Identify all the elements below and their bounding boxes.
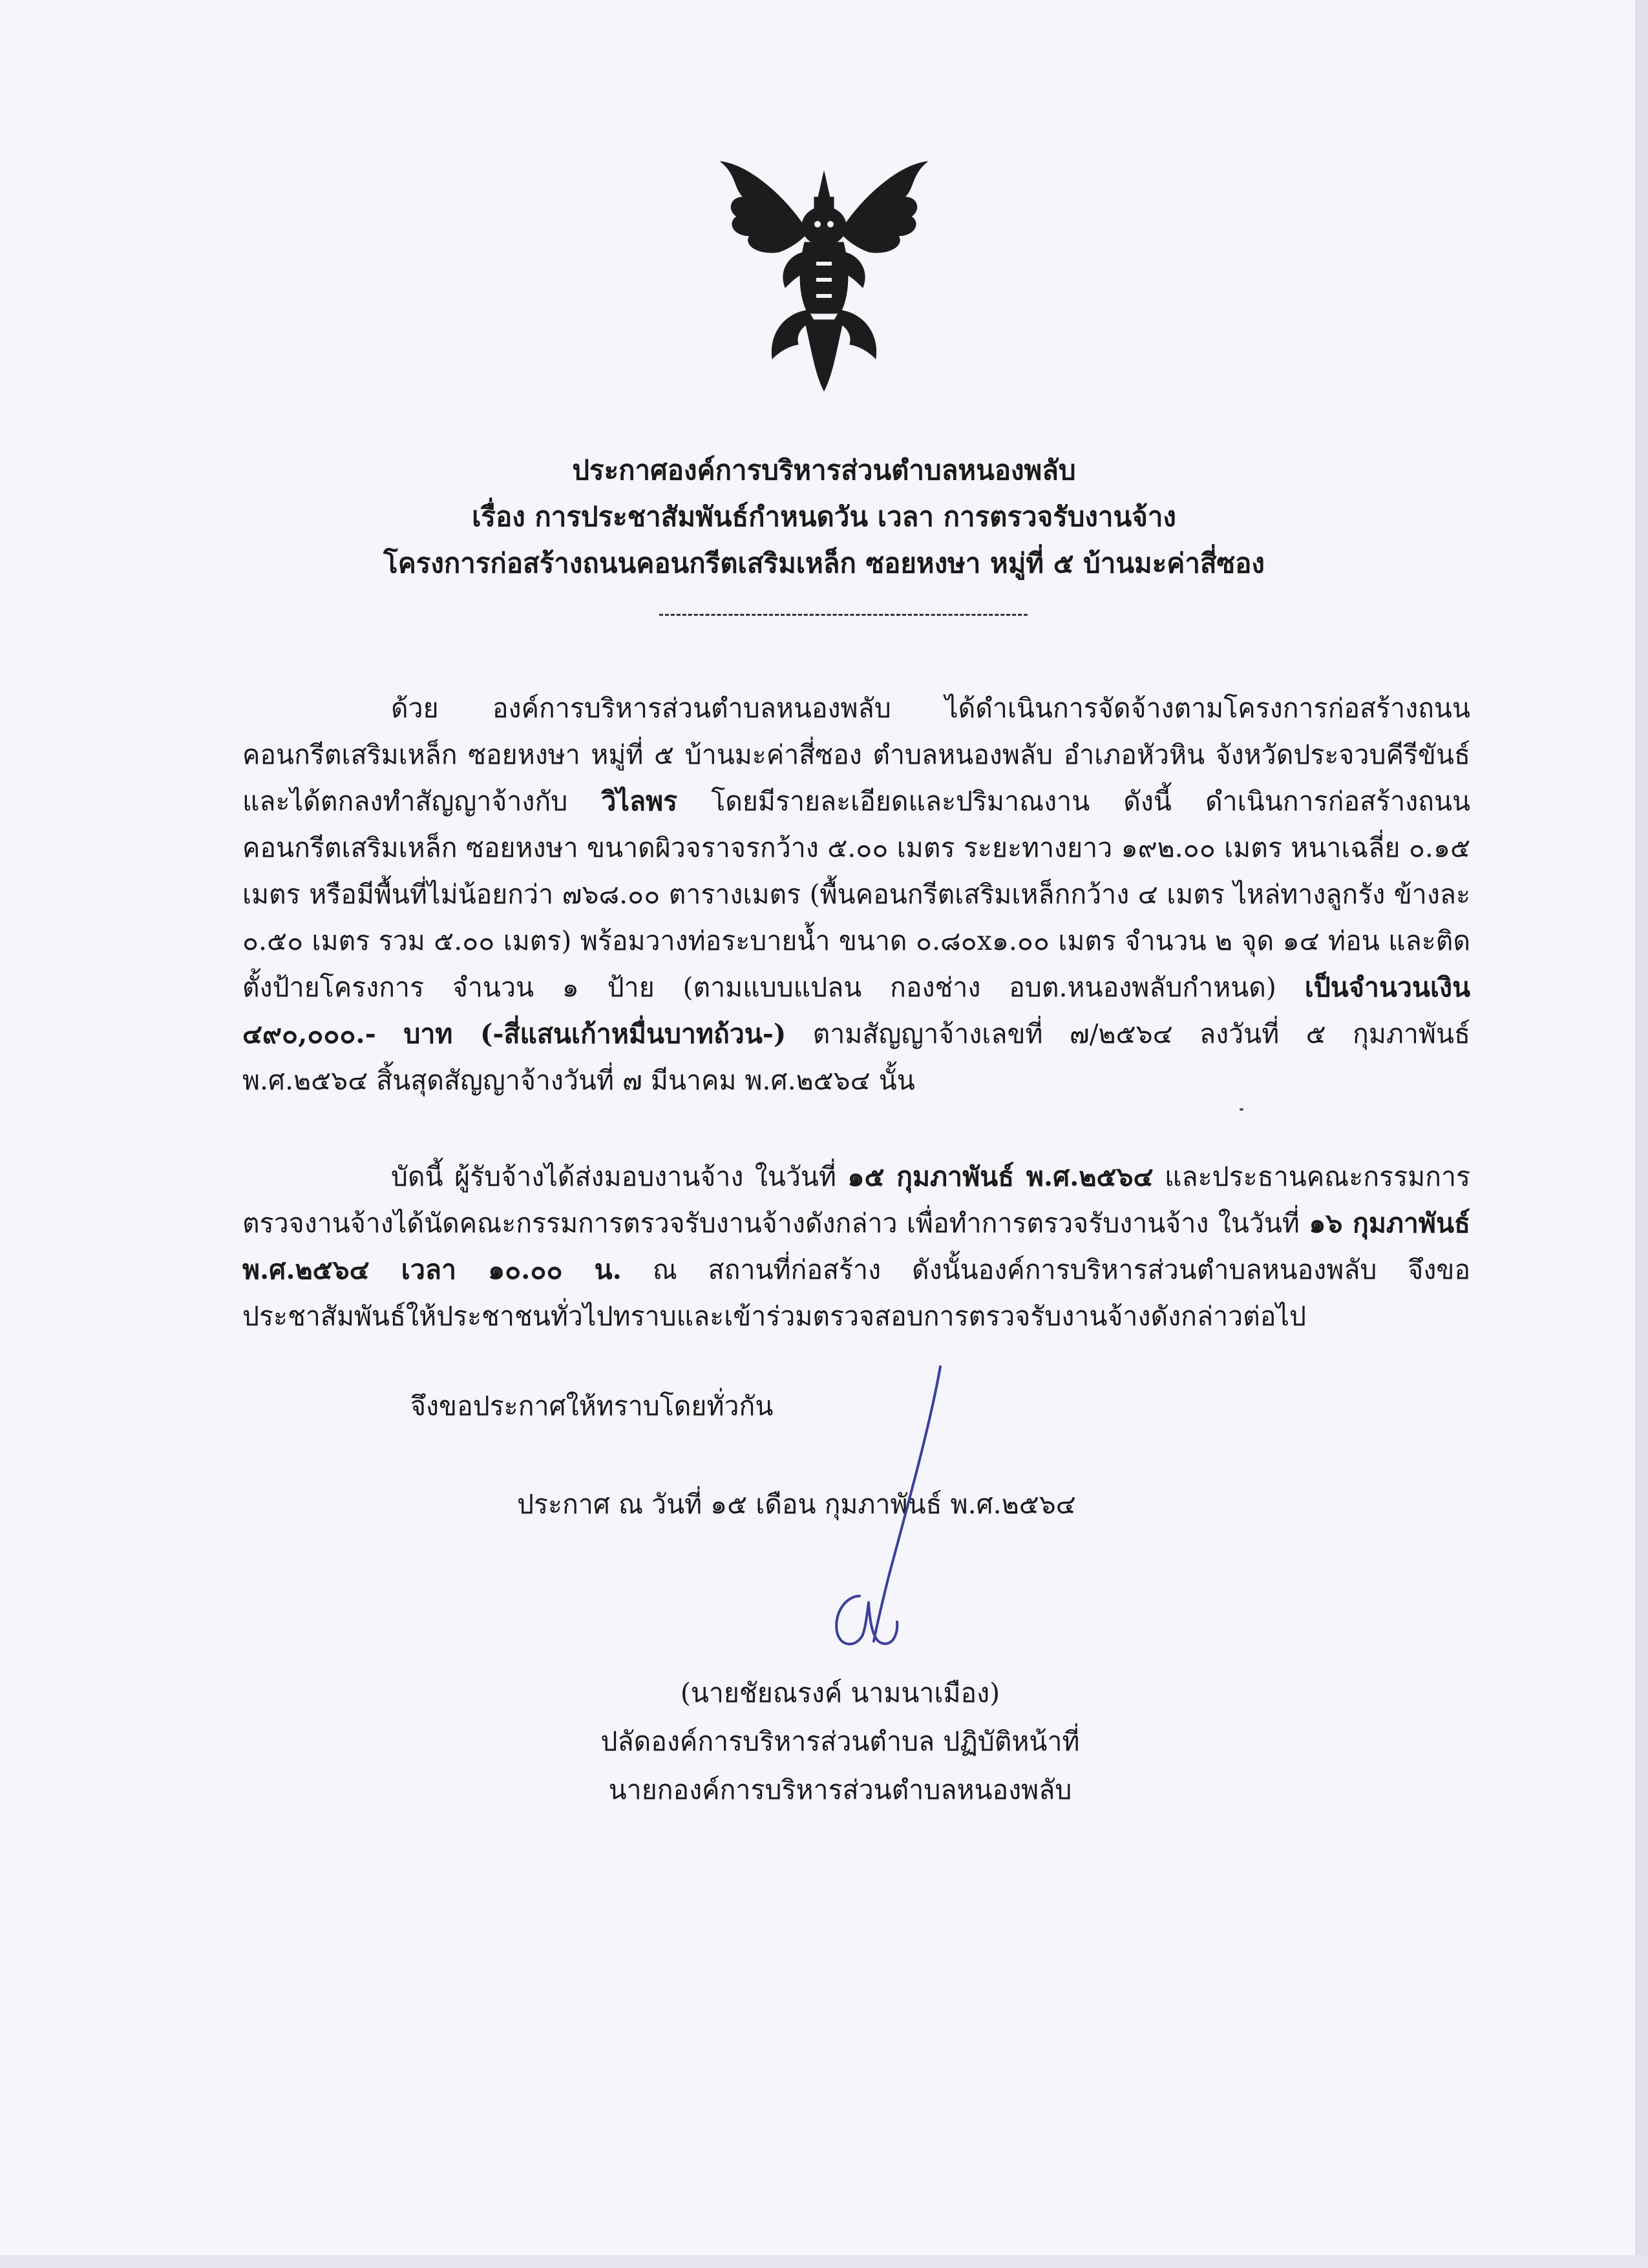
scan-speck [1240, 1108, 1243, 1111]
paragraph-inspection [242, 1153, 1470, 1339]
para2-text-2: และประธานคณะกรรมการตรวจงานจ้างได้นัดคณะกรรมการตรวจรับงานจ้างดังกล่าว เพื่อทำการตรวจรับงานจ้าง ในวันที่ [242, 1161, 1470, 1239]
scan-edge-right [1635, 0, 1648, 2268]
scan-edge-bottom [0, 2255, 1648, 2268]
heading-divider [659, 614, 1028, 616]
contract-amount: เป็นจำนวนเงิน ๔๙๐,๐๐๐.- บาท (-สี่แสนเก้าหมื่นบาทถ้วน-) [242, 972, 1470, 1049]
inspection-datetime: ๑๖ กุมภาพันธ์ พ.ศ.๒๕๖๔ เวลา ๑๐.๐๐ น. [242, 1208, 1470, 1285]
announcement-subject: เรื่อง การประชาสัมพันธ์กำหนดวัน เวลา การตรวจรับงานจ้าง [472, 501, 1176, 532]
closing-statement: จึงขอประกาศให้ทราบโดยทั่วกัน [410, 1391, 774, 1422]
para1-text-3: ตามสัญญาจ้างเลขที่ ๗/๒๕๖๔ ลงวันที่ ๕ กุมภาพันธ์ พ.ศ.๒๕๖๔ สิ้นสุดสัญญาจ้างวันที่ ๗ มีนาคม พ.ศ.๒๕๖๔ นั้น [242, 1018, 1470, 1096]
announcement-date: ประกาศ ณ วันที่ ๑๕ เดือน กุมภาพันธ์ พ.ศ.๒๕๖๔ [517, 1489, 1076, 1520]
signatory-name: (นายชัยณรงค์ นามนาเมือง) [680, 1677, 1000, 1708]
handwritten-signature-icon [821, 1363, 963, 1674]
delivery-date: ๑๕ กุมภาพันธ์ พ.ศ.๒๕๖๔ [847, 1161, 1154, 1192]
para1-text-1: ด้วย องค์การบริหารส่วนตำบลหนองพลับ ได้ดำเนินการจัดจ้างตามโครงการก่อสร้างถนนคอนกรีตเสริมเหล็ก ซอยหงษา หมู่ที่ ๕ บ้านมะค่าสี่ซอง ตำบลหนองพลับ อำเภอหัวหิน จังหวัดประจวบคีรีขันธ์ และได้ตกลงทำสัญญาจ้างกับ [242, 693, 1470, 817]
para2-text-1: บัดนี้ ผู้รับจ้างได้ส่งมอบงานจ้าง ในวันที่ [391, 1161, 848, 1192]
signatory-position: ปลัดองค์การบริหารส่วนตำบล ปฏิบัติหน้าที่ [600, 1726, 1080, 1757]
signatory-acting-for: นายกองค์การบริหารส่วนตำบลหนองพลับ [608, 1774, 1072, 1805]
garuda-emblem-icon [708, 139, 940, 394]
announcement-title: ประกาศองค์การบริหารส่วนตำบลหนองพลับ [572, 454, 1076, 486]
paragraph-project-details [242, 685, 1470, 1104]
para1-text-2: โดยมีรายละเอียดและปริมาณงาน ดังนี้ ดำเนินการก่อสร้างถนนคอนกรีตเสริมเหล็ก ซอยหงษา ขนาดผิวจราจรกว้าง ๕.๐๐ เมตร ระยะทางยาว ๑๙๒.๐๐ เมตร หนาเฉลี่ย ๐.๑๕ เมตร หรือมีพื้นที่ไม่น้อยกว่า ๗๖๘.๐๐ ตารางเมตร (พื้นคอนกรีตเสริมเหล็กกว้าง ๔ เมตร ไหล่ทางลูกรัง ข้างละ ๐.๕๐ เมตร รวม ๕.๐๐ เมตร) พร้อมวางท่อระบายน้ำ ขนาด ๐.๘๐x๑.๐๐ เมตร จำนวน ๒ จุด ๑๔ ท่อน และติดตั้งป้ายโครงการ จำนวน ๑ ป้าย (ตามแบบแปลน กองช่าง อบต.หนองพลับกำหนด) [242, 786, 1471, 1003]
para2-text-3: ณ สถานที่ก่อสร้าง ดังนั้นองค์การบริหารส่วนตำบลหนองพลับ จึงขอประชาสัมพันธ์ให้ประชาชนทั่วไปทราบและเข้าร่วมตรวจสอบการตรวจรับงานจ้างดังกล่าวต่อไป [242, 1254, 1471, 1332]
project-title: โครงการก่อสร้างถนนคอนกรีตเสริมเหล็ก ซอยหงษา หมู่ที่ ๕ บ้านมะค่าสี่ซอง [383, 547, 1265, 579]
contractor-name: วิไลพร [601, 786, 678, 817]
